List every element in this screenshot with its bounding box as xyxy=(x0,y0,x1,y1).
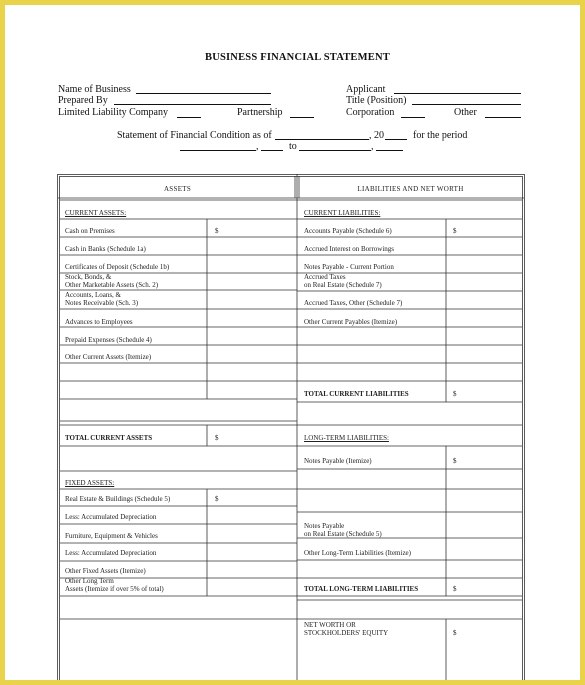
fixed-assets-heading: FIXED ASSETS: xyxy=(65,479,115,487)
current-assets-heading: CURRENT ASSETS: xyxy=(65,209,127,217)
accounts-payable-label: Accounts Payable (Schedule 6) xyxy=(304,227,392,235)
other-current-payables-label: Other Current Payables (Itemize) xyxy=(304,318,398,326)
period-comma-1: , xyxy=(256,141,259,152)
total-long-term-liabilities-label: TOTAL LONG-TERM LIABILITIES xyxy=(304,585,419,593)
currency-symbol: $ xyxy=(215,495,219,503)
current-liabilities-heading: CURRENT LIABILITIES: xyxy=(304,209,381,217)
real-estate-label: Real Estate & Buildings (Schedule 5) xyxy=(65,495,171,503)
other-current-assets-label: Other Current Assets (Itemize) xyxy=(65,353,152,361)
stocks-label-line1: Stock, Bonds, & xyxy=(65,273,112,281)
accounts-label-line2: Notes Receivable (Sch. 3) xyxy=(65,299,139,307)
liabilities-header: LIABILITIES AND NET WORTH xyxy=(357,185,464,193)
cash-in-banks-label: Cash in Banks (Schedule 1a) xyxy=(65,245,146,253)
name-of-business-label: Name of Business xyxy=(58,84,131,95)
prepaid-label: Prepaid Expenses (Schedule 4) xyxy=(65,336,152,344)
stocks-label-line2: Other Marketable Assets (Sch. 2) xyxy=(65,281,159,289)
llc-label: Limited Liability Company xyxy=(58,107,168,118)
certificates-label: Certificates of Deposit (Schedule 1b) xyxy=(65,263,170,271)
statement-suffix: for the period xyxy=(413,130,468,141)
other-label: Other xyxy=(454,107,477,118)
currency-symbol: $ xyxy=(453,629,457,637)
furniture-label: Furniture, Equipment & Vehicles xyxy=(65,532,158,540)
cash-on-premises-label: Cash on Premises xyxy=(65,227,115,235)
other-long-term-liabilities-label: Other Long-Term Liabilities (Itemize) xyxy=(304,549,411,557)
net-worth-label-line2: STOCKHOLDERS' EQUITY xyxy=(304,629,389,637)
applicant-label: Applicant xyxy=(346,84,386,95)
less-depreciation-label: Less: Accumulated Depreciation xyxy=(65,513,157,521)
net-worth-label-line1: NET WORTH OR xyxy=(304,621,356,629)
accrued-taxes-label-line2: on Real Estate (Schedule 7) xyxy=(304,281,382,289)
currency-symbol: $ xyxy=(453,390,457,398)
currency-symbol: $ xyxy=(453,227,457,235)
notes-current-label: Notes Payable - Current Portion xyxy=(304,263,394,271)
currency-symbol: $ xyxy=(453,585,457,593)
notes-real-estate-label-line2: on Real Estate (Schedule 5) xyxy=(304,530,382,538)
notes-real-estate-label-line1: Notes Payable xyxy=(304,522,345,530)
currency-symbol: $ xyxy=(215,434,219,442)
other-long-term-label-line2: Assets (Itemize if over 5% of total) xyxy=(65,585,164,593)
statement-year-label: , 20 xyxy=(369,130,384,141)
accrued-interest-label: Accrued Interest on Borrowings xyxy=(304,245,395,253)
notes-payable-label: Notes Payable (Itemize) xyxy=(304,457,372,465)
period-comma-2: , xyxy=(371,141,374,152)
less-depreciation-label: Less: Accumulated Depreciation xyxy=(65,549,157,557)
accrued-taxes-label-line1: Accrued Taxes xyxy=(304,273,346,281)
title-position-label: Title (Position) xyxy=(346,95,407,106)
form-title: BUSINESS FINANCIAL STATEMENT xyxy=(205,52,390,63)
currency-symbol: $ xyxy=(215,227,219,235)
total-current-liabilities-label: TOTAL CURRENT LIABILITIES xyxy=(304,390,409,398)
long-term-liabilities-heading: LONG-TERM LIABILITIES: xyxy=(304,434,389,442)
accounts-label-line1: Accounts, Loans, & xyxy=(65,291,121,299)
partnership-label: Partnership xyxy=(237,107,283,118)
financial-statement-page xyxy=(5,5,580,680)
period-to-label: to xyxy=(289,141,297,152)
other-long-term-label-line1: Other Long Term xyxy=(65,577,114,585)
other-fixed-assets-label: Other Fixed Assets (Itemize) xyxy=(65,567,146,575)
corporation-label: Corporation xyxy=(346,107,395,118)
currency-symbol: $ xyxy=(453,457,457,465)
total-current-assets-label: TOTAL CURRENT ASSETS xyxy=(65,434,153,442)
advances-label: Advances to Employees xyxy=(65,318,133,326)
accrued-taxes-other-label: Accrued Taxes, Other (Schedule 7) xyxy=(304,299,403,307)
assets-header: ASSETS xyxy=(163,185,192,193)
prepared-by-label: Prepared By xyxy=(58,95,108,106)
statement-prefix: Statement of Financial Condition as of xyxy=(117,130,272,141)
